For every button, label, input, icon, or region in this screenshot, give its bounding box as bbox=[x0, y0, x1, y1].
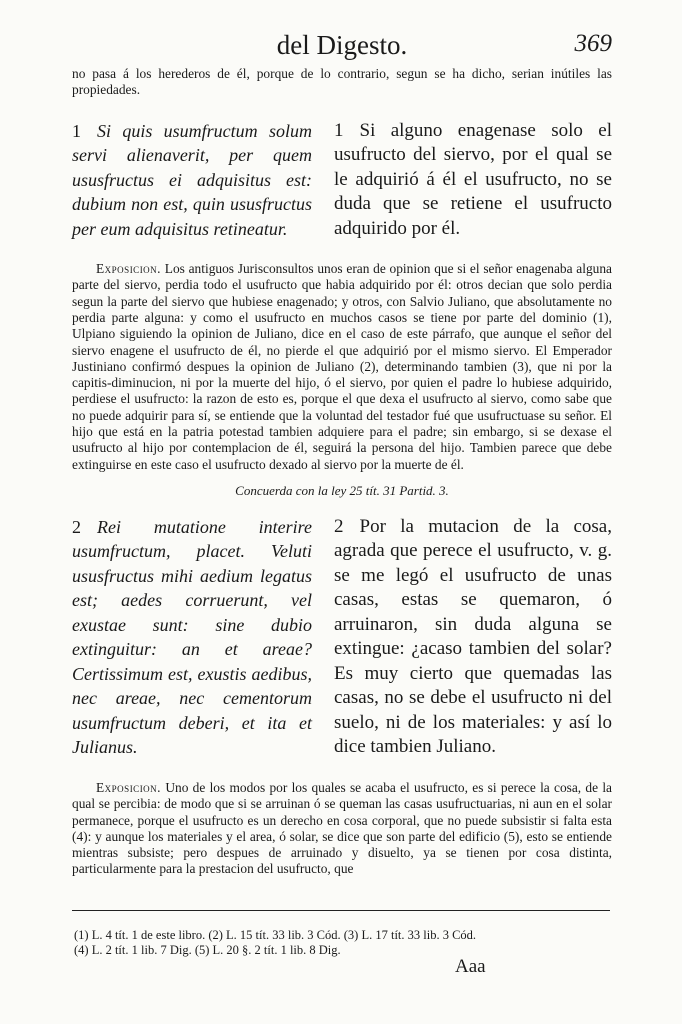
section-1-columns bbox=[72, 119, 612, 242]
section-2-latin-text: Rei mutatione interire usumfructum, placet. Veluti ususfructus mihi aedium legatus est; aedes corruerunt, vel exustae sunt: sine dubio extinguitur: an et areae? Certissimum est, exustis aedibus, nec areae, nec cementorum usumfructum deberi, et ita et Julianus. bbox=[72, 516, 312, 758]
section-2-number-latin: 2 bbox=[72, 516, 81, 537]
signature-mark: Aaa bbox=[455, 956, 486, 977]
exposition-text: Los antiguos Jurisconsultos unos eran de opinion que si el señor enagenaba alguna parte del siervo, perdia todo el usufructo que habia adquirido por él: otros decian que solo perdia segun la parte del siervo que hubiese enagenado; y otros, con Salvio Juliano, que absolutamente no perdia parte alguna: y como el usufructo en muchos casos se tiene por parte del dominio (1), Ulpiano siguiendo la opinion de Juliano, dice en el caso de este párrafo, que aunque el señor del siervo enagene el usufructo de él, no pierde el que adquirió por el mismo siervo. El Emperador Justiniano confirmó despues la opinion de Juliano (2), determinando tambien (3), que ni por la capitis-diminucion, ni por la muerte del hijo, ó el siervo, por quien el padre lo hubiese adquirido, perdiese el usufructo: la razon de esto es, porque el que dexa el usufructo al siervo, como sabe que no puede adquirir para sí, se entiende que la voluntad del testador fué que usufructuase su señor. El hijo que está en la patria potestad tambien adquiere para el padre; sin embargo, si se dexase el usufructo al hijo por contemplacion de él, seguirá la persona del hijo. Tambien parece que debe extinguirse en este caso el usufructo dexado al siervo por la muerte de él. bbox=[72, 261, 612, 472]
exposition-label: Exposicion. bbox=[96, 779, 162, 795]
page-title: del Digesto. bbox=[276, 30, 408, 60]
concordance-note: Concuerda con la ley 25 tít. 31 Partid. 3. bbox=[235, 482, 449, 498]
section-1-number-spanish: 1 bbox=[334, 119, 344, 141]
exposition-text: Uno de los modos por los quales se acaba el usufructo, es si perece la cosa, de la qual se percibia: de modo que si se arruinan ó se queman las casas usufructuarias, ni aun en el solar permanece, porque el usufructo es un derecho en cosa corporal, que no puede subsistir si falta esta (4): y aunque los materiales y el area, ó solar, se dice que son parte del edificio (5), esto se entiende mientras subsiste; pero despues de arruinado y disuelto, ya se tienen por cosa distinta, particularmente para la prestacion del usufructo, que bbox=[72, 779, 612, 877]
section-1-number-latin: 1 bbox=[72, 120, 81, 141]
section-1-latin bbox=[72, 119, 312, 242]
section-1-exposition bbox=[72, 261, 612, 473]
section-1-spanish bbox=[334, 119, 612, 242]
section-2-columns bbox=[72, 515, 612, 760]
page-number: 369 bbox=[574, 30, 612, 57]
section-1-latin-text: Si quis usumfructum solum servi alienaverit, per quem ususfructus ei adquisitus est: dubium non est, quin ususfructus per eum adquisitus retineatur. bbox=[72, 120, 312, 239]
section-2-latin bbox=[72, 515, 312, 760]
section-2-spanish bbox=[334, 515, 612, 760]
exposition-label: Exposicion. bbox=[96, 261, 162, 277]
section-2-number-spanish: 2 bbox=[334, 515, 344, 537]
footnote-divider bbox=[72, 910, 610, 911]
section-2-spanish-text: Por la mutacion de la cosa, agrada que perece el usufructo, v. g. se me legó el usufructo de unas casas, estas se quemaron, ó arruinaron, sin duda alguna se extingue: ¿acaso tambien del solar? Es muy cierto que quemadas las casas, no se debe el usufructo ni del suelo, ni de los materiales: y así lo dice tambien Juliano. bbox=[334, 515, 612, 758]
section-2-exposition bbox=[72, 780, 612, 878]
section-1-spanish-text: Si alguno enagenase solo el usufructo del siervo, por el qual se le adquirió á él el usufructo, no se duda que se retiene el usufructo adquirido por él. bbox=[334, 119, 612, 239]
footnote-line-1: (1) L. 4 tít. 1 de este libro. (2) L. 15 tít. 33 lib. 3 Cód. (3) L. 17 tít. 33 lib. 3 Cód. bbox=[74, 928, 477, 942]
page-body bbox=[72, 30, 612, 878]
footnotes bbox=[74, 928, 614, 958]
intro-paragraph: no pasa á los herederos de él, porque de lo contrario, segun se ha dicho, serian inútiles las propiedades. bbox=[72, 66, 612, 98]
footnote-line-2: (4) L. 2 tít. 1 lib. 7 Dig. (5) L. 20 §. 2 tít. 1 lib. 8 Dig. bbox=[74, 943, 341, 957]
running-header bbox=[72, 30, 612, 66]
